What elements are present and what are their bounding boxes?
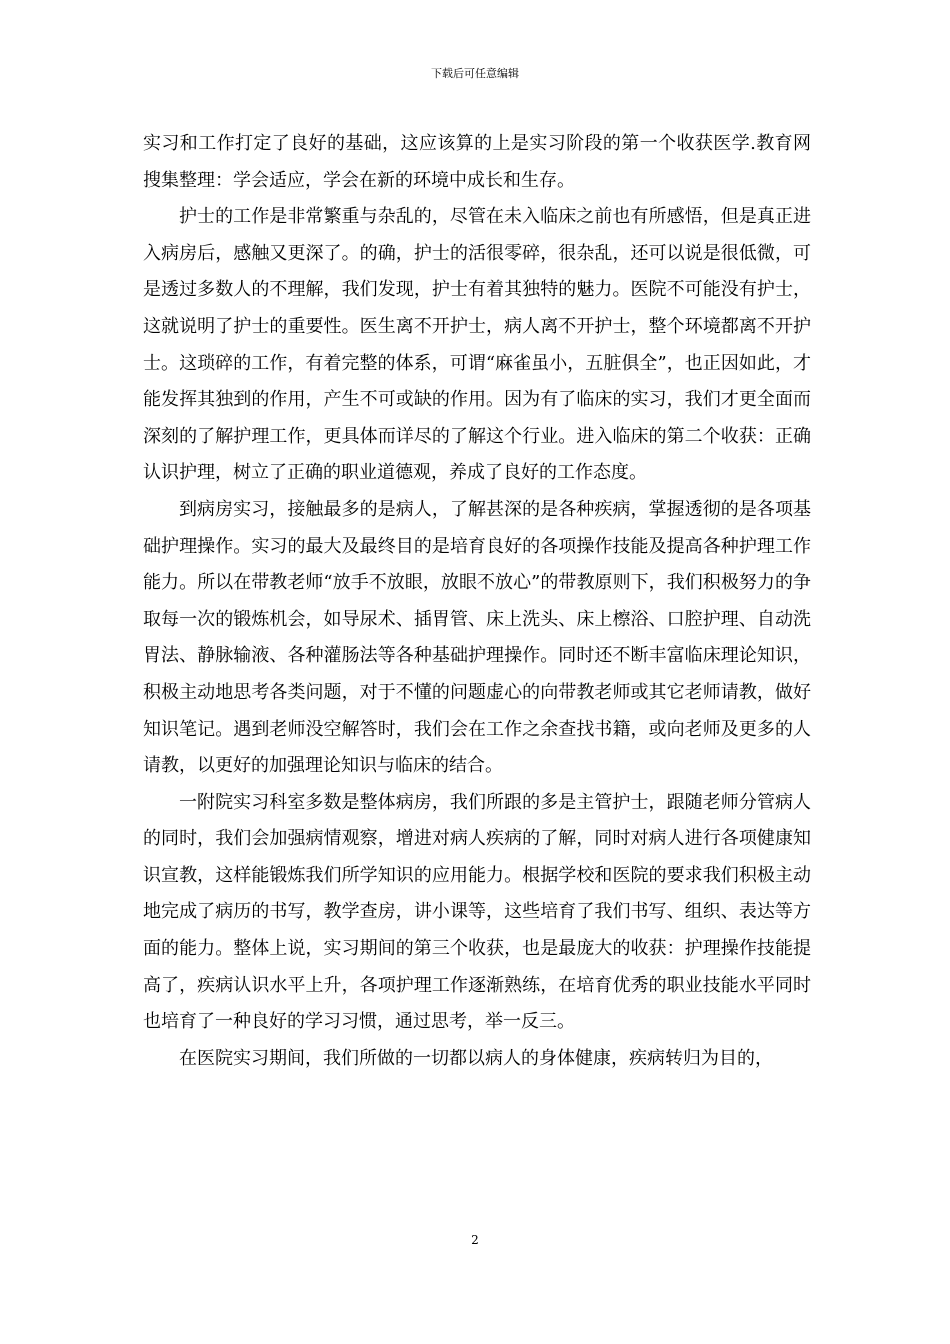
page-header: 下载后可任意编辑 (431, 67, 519, 80)
paragraph-5: 在医院实习期间，我们所做的一切都以病人的身体健康，疾病转归为目的， (179, 1047, 773, 1069)
paragraph-2: 护士的工作是非常繁重与杂乱的，尽管在未入临床之前也有所感悟，但是真正进入病房后，感触又更深了。的确，护士的活很零碎，很杂乱，还可以说是很低微，可是透过多数人的不理解，我们发现，护士有着其独特的魅力。医院不可能没有护士，这就说明了护士的重要性。医生离不开护士，病人离不开护士，整个环境都离不开护士。这琐碎的工作，有着完整的体系，可谓“麻雀虽小，五脏俱全”，也正因如此，才能发挥其独到的作用，产生不可或缺的作用。因为有了临床的实习，我们才更全面而深刻的了解护理工作，更具体而详尽的了解这个行业。进入临床的第二个收获：正确认识护理，树立了正确的职业道德观，养成了良好的工作态度。 (143, 206, 811, 484)
page-number: 2 (471, 1233, 479, 1247)
body-text (143, 126, 811, 1077)
paragraph-4: 一附院实习科室多数是整体病房，我们所跟的多是主管护士，跟随老师分管病人的同时，我们会加强病情观察，增进对病人疾病的了解，同时对病人进行各项健康知识宣教，这样能锻炼我们所学知识的应用能力。根据学校和医院的要求我们积极主动地完成了病历的书写，教学查房，讲小课等，这些培育了我们书写、组织、表达等方面的能力。整体上说，实习期间的第三个收获，也是最庞大的收获：护理操作技能提高了，疾病认识水平上升，各项护理工作逐渐熟练，在培育优秀的职业技能水平同时也培育了一种良好的学习习惯，通过思考，举一反三。 (143, 791, 811, 1033)
paragraph-3: 到病房实习，接触最多的是病人，了解甚深的是各种疾病，掌握透彻的是各项基础护理操作。实习的最大及最终目的是培育良好的各项操作技能及提高各种护理工作能力。所以在带教老师“放手不放眼，放眼不放心”的带教原则下，我们积极努力的争取每一次的锻炼机会，如导尿术、插胃管、床上洗头、床上檫浴、口腔护理、自动洗胃法、静脉输液、各种灌肠法等各种基础护理操作。同时还不断丰富临床理论知识，积极主动地思考各类问题，对于不懂的问题虚心的向带教老师或其它老师请教，做好知识笔记。遇到老师没空解答时，我们会在工作之余查找书籍，或向老师及更多的人请教，以更好的加强理论知识与临床的结合。 (143, 498, 811, 777)
paragraph-1: 实习和工作打定了良好的基础，这应该算的上是实习阶段的第一个收获医学.教育网搜集整理：学会适应，学会在新的环境中成长和生存。 (143, 133, 811, 191)
